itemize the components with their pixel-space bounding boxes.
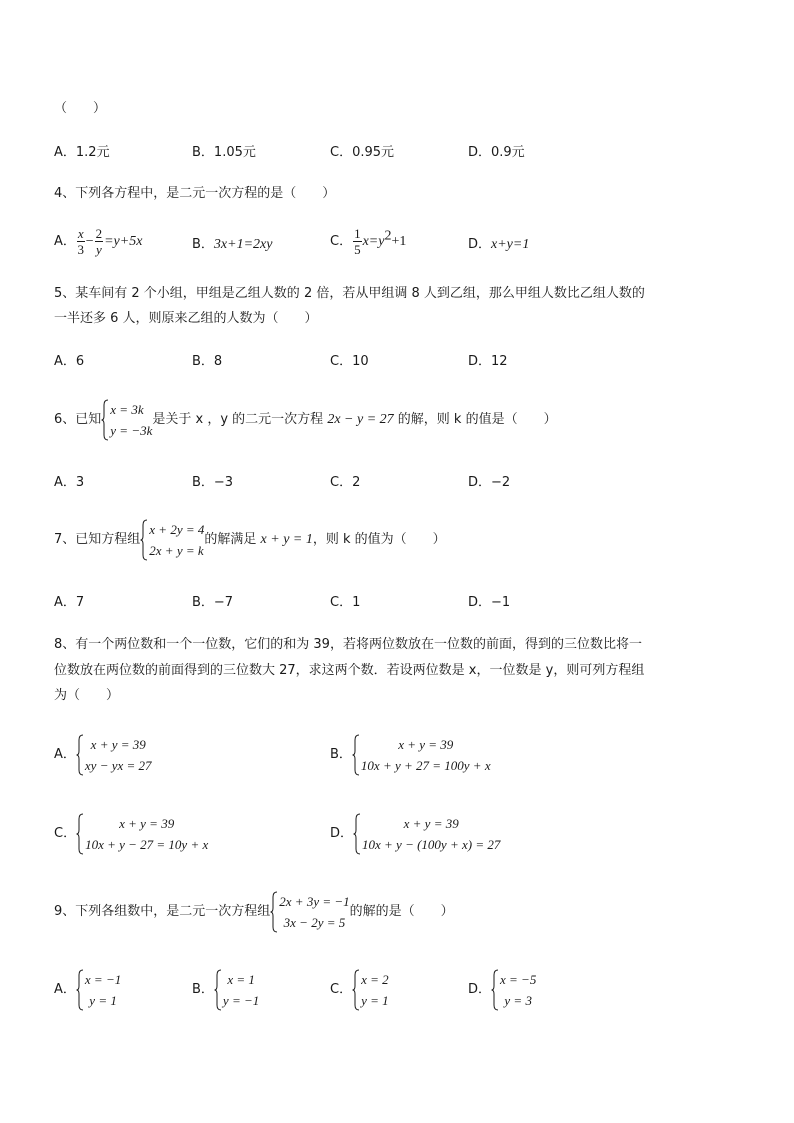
q5-option-c: C．10 [330,354,369,369]
q9a-system: x = −1 y = 1 [76,969,121,1011]
q8-option-d: D． x + y = 39 10x + y − (100y + x) = 27 [330,812,500,856]
brace-icon [353,813,361,855]
brace-icon [352,734,360,776]
brace-icon [76,969,84,1011]
q5-option-a: A．6 [54,354,85,369]
q7-option-a: A．7 [54,595,85,610]
q7-system: x + 2y = 4 2x + y = k [140,519,204,561]
q6-option-a: A．3 [54,475,85,490]
q6-option-c: C．2 [330,475,361,490]
q4c-fraction: $\frac{1}{5}$ [354,226,361,257]
q8-stem-line2: 位数放在两位数的前面得到的三位数大 27，求这两个数．若设两位数是 x，一位数是 y，则可列方程组 [54,663,645,678]
q5-stem-line1: 5、某车间有 2 个小组，甲组是乙组人数的 2 倍，若从甲组调 8 人到乙组，那么甲组人数比乙组人数的 [54,286,645,301]
brace-icon [101,399,109,441]
q6-option-b: B．−3 [192,475,234,490]
q3-option-d: D．0.9元 [468,145,525,160]
q9c-system: x = 2 y = 1 [352,969,389,1011]
q8-stem-line3: 为（ ） [54,688,120,703]
q6-system: x = 3k y = −3k [101,399,152,441]
brace-icon [270,891,278,933]
q4-option-a: A． $\frac{x}{3}$ − $\frac{2}{y}$ =y+5x [54,226,143,257]
brace-icon [214,969,222,1011]
q8-option-a: A． x + y = 39 xy − yx = 27 [54,733,152,777]
q8-option-c: C． x + y = 39 10x + y − 27 = 10y + x [54,812,208,856]
q8d-system: x + y = 39 10x + y − (100y + x) = 27 [353,813,500,855]
q3-option-b: B．1.05元 [192,145,256,160]
q8c-system: x + y = 39 10x + y − 27 = 10y + x [76,813,208,855]
q3-option-c: C．0.95元 [330,145,395,160]
q5-stem-line2: 一半还多 6 人，则原来乙组的人数为（ ） [54,311,318,326]
q5-option-d: D．12 [468,354,508,369]
q4a-fraction-1: $\frac{x}{3}$ [77,226,85,257]
q4-option-c: C． $\frac{1}{5}$ $x=y^2+1$ [330,226,407,257]
q8b-system: x + y = 39 10x + y + 27 = 100y + x [352,734,491,776]
q6-option-d: D．−2 [468,475,511,490]
brace-icon [140,519,148,561]
q9-option-d: D． x = −5 y = 3 [468,968,536,1012]
q7-option-b: B．−7 [192,595,234,610]
q7-option-c: C．1 [330,595,361,610]
q9-option-c: C． x = 2 y = 1 [330,968,389,1012]
q9-option-b: B． x = 1 y = −1 [192,968,259,1012]
brace-icon [76,734,84,776]
brace-icon [76,813,84,855]
q5-option-b: B．8 [192,354,223,369]
q4-option-d: D．x+y=1 [468,237,530,252]
brace-icon [352,969,360,1011]
q6-stem: 6、已知 x = 3k y = −3k 是关于 x ，y 的二元一次方程 2x − y = 27 的解，则 k 的值是（ ） [54,398,557,442]
q8-option-b: B． x + y = 39 10x + y + 27 = 100y + x [330,733,491,777]
q9-option-a: A． x = −1 y = 1 [54,968,121,1012]
q7-stem: 7、已知方程组 x + 2y = 4 2x + y = k 的解满足 x + y = 1，则 k 的值为（ ） [54,518,446,562]
q9d-system: x = −5 y = 3 [491,969,536,1011]
q8a-system: x + y = 39 xy − yx = 27 [76,734,152,776]
q9-system: 2x + 3y = −1 3x − 2y = 5 [270,891,349,933]
q3-stem-tail: （ ） [54,101,107,116]
q4-option-b: B．3x+1=2xy [192,237,273,252]
q9-stem: 9、下列各组数中，是二元一次方程组 2x + 3y = −1 3x − 2y = 5 的解的是（ ） [54,890,454,934]
brace-icon [491,969,499,1011]
q4a-fraction-2: $\frac{2}{y}$ [95,226,103,257]
q4-stem: 4、下列各方程中，是二元一次方程的是（ ） [54,186,336,201]
q8-stem-line1: 8、有一个两位数和一个一位数，它们的和为 39，若将两位数放在一位数的前面，得到的三位数比将一 [54,637,642,652]
q9b-system: x = 1 y = −1 [214,969,259,1011]
q7-option-d: D．−1 [468,595,511,610]
q3-option-a: A．1.2元 [54,145,110,160]
